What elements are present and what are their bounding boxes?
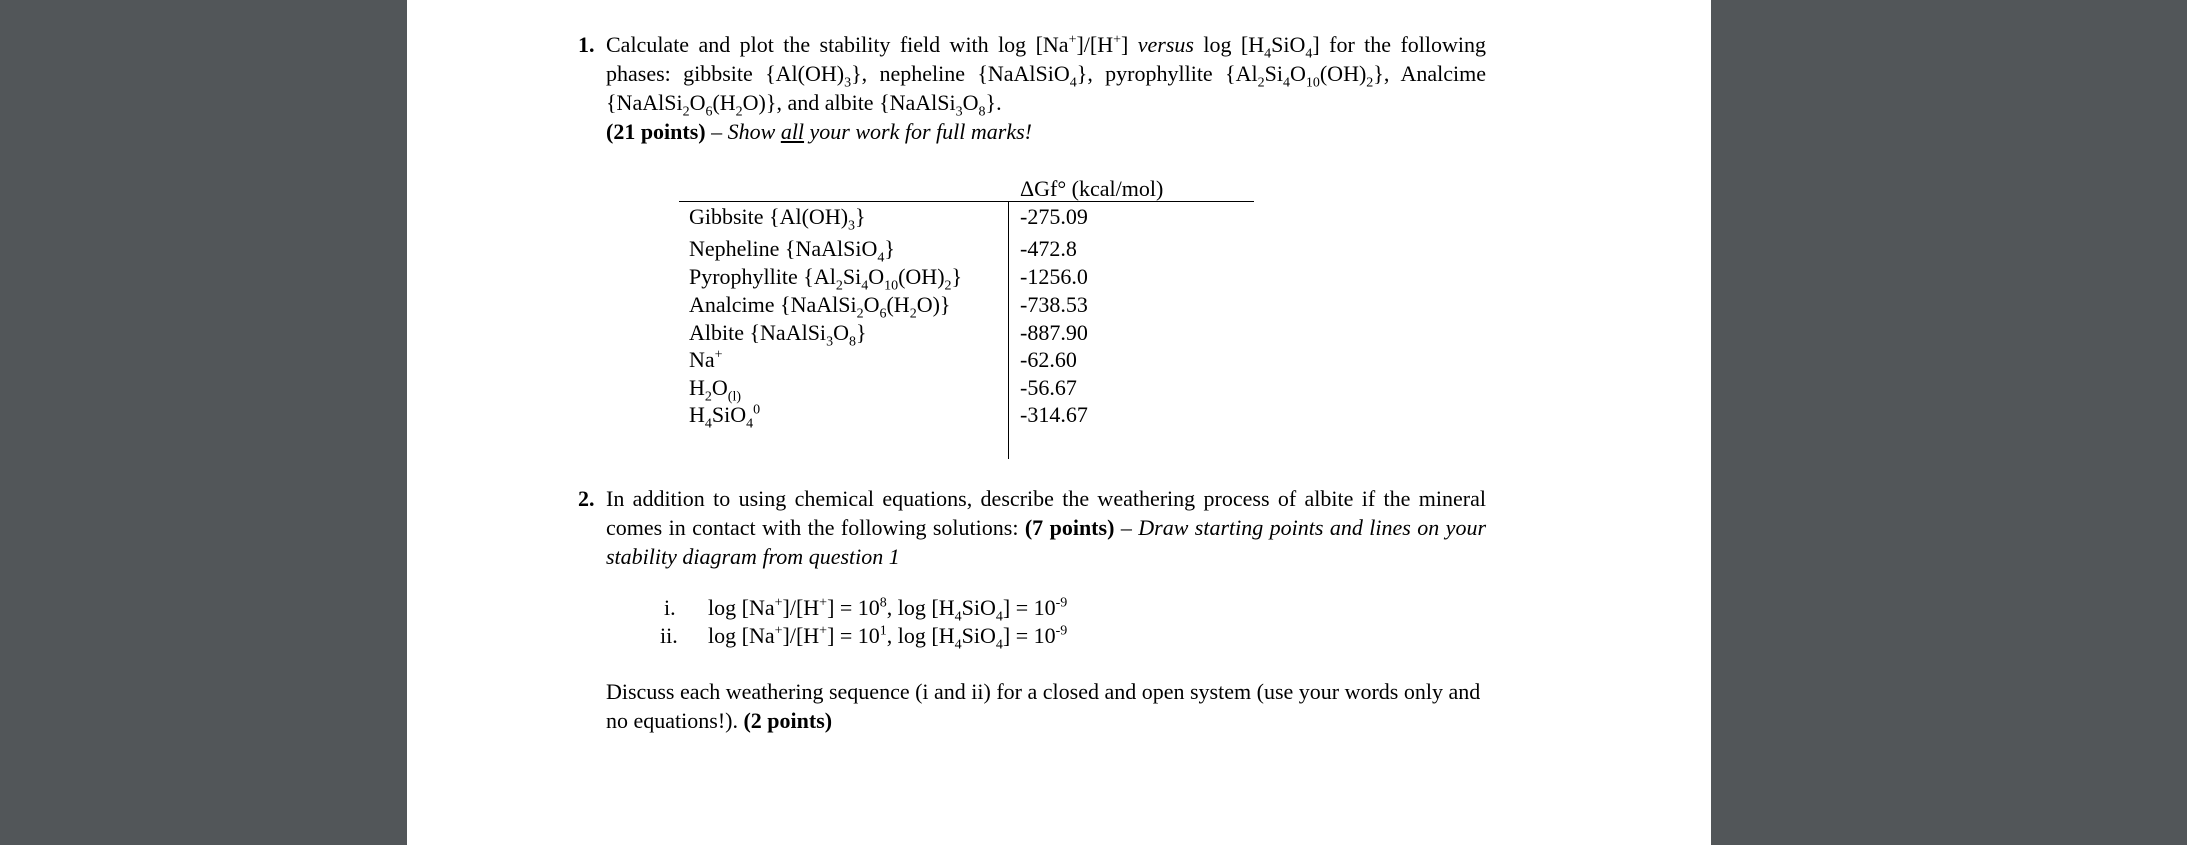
table-header-rule bbox=[679, 201, 1254, 202]
question-1 bbox=[578, 30, 1487, 146]
table-row: Analcime $\{NaAlSi_2O_6(H_2O)\}$ -738.53 bbox=[689, 292, 1088, 322]
table-row: Pyrophyllite $\{Al_2Si_4O_{10}(OH)_2\}$ -1256.0 bbox=[689, 264, 1088, 294]
table-row: Nepheline {NaAlSiO$_4$} -472.8 bbox=[689, 236, 1077, 266]
question-2-discussion: Discuss each weathering sequence (i and ii) for a closed and open system (use your words only and no equations!). (2 points) bbox=[606, 679, 1481, 733]
question-1-number: 1. bbox=[578, 32, 595, 57]
question-2-number: 2. bbox=[578, 486, 595, 511]
document-page: 1. Calculate and plot the stability field with log [Na+]/[H+] versus $\log [H_4SiO_4]$ for the following phases: gibbsite $\{Al(OH)_3\}$, nepheline {NaAlSiO$_4$}, pyrophyllite $\{Al_2Si_4O_{10}(OH)_2\}$, Analcime $\{NaAlSi_2O_6(H_2O)\}$, and albite $\{NaAlSi_3O_8\}$. (21 points) – Show all your work for full marks! ΔGf° (kcal/mol) Gibbsite $\{Al(OH)_3\}$ -275.09 Nepheline {NaAlSiO$_4$} -472.8 Pyrophyllite $\{Al_2Si_4O_{10}(OH)_2\}$ -1256.0 Analcime $\{NaAlSi_2O_6(H_2O)\}$ -738.53 Albite $\{NaAlSi_3O_8\}$ -887.90 Na+ -62.60 $H_2O_{(l)}$ -56.67 $H_4SiO_4^0$ -314.67 2. In addition to using chemical equations, describe the weathering process of albite if the mineral comes in contact with the following solutions: (7 points) – Draw starting points and lines on your stability diagram from question 1 i. $\log [Na^+]/[H^+] = 10^8$, $\log [H_4SiO_4] = 10^{-9}$ ii. $\log [Na^+]/[H^+] = 10^1$, $\log [H_4SiO_4] = 10^{-9}$ Discuss each weathering sequence (i and ii) for a closed and open system (use your words only and no equations!). (2 points) bbox=[407, 0, 1711, 845]
question-2 bbox=[578, 484, 1486, 571]
table-row: Na+ -62.60 bbox=[689, 347, 1077, 372]
question-2-text: In addition to using chemical equations, describe the weathering process of albite if the mineral comes in contact with the following solutions: (7 points) – Draw starting points and lines on your stability diagram from question 1 bbox=[606, 486, 1486, 569]
table-row: $H_4SiO_4^0$ -314.67 bbox=[689, 402, 1088, 432]
table-header: ΔGf° (kcal/mol) bbox=[1020, 176, 1164, 201]
table-row: Albite $\{NaAlSi_3O_8\}$ -887.90 bbox=[689, 320, 1088, 350]
table-row: $H_2O_{(l)}$ -56.67 bbox=[689, 375, 1077, 405]
question-1-text: Calculate and plot the stability field with log [Na+]/[H+] versus $\log [H_4SiO_4]$ for the following phases: gibbsite $\{Al(OH)_3\}$, nepheline {NaAlSiO$_4$}, pyrophyllite $\{Al_2Si_4O_{10}(OH)_2\}$, Analcime $\{NaAlSi_2O_6(H_2O)\}$, and albite $\{NaAlSi_3O_8\}$. bbox=[606, 32, 1487, 120]
table-row: Gibbsite $\{Al(OH)_3\}$ -275.09 bbox=[689, 204, 1088, 234]
question-1-instructions: (21 points) – Show all your work for full marks! bbox=[606, 119, 1032, 144]
